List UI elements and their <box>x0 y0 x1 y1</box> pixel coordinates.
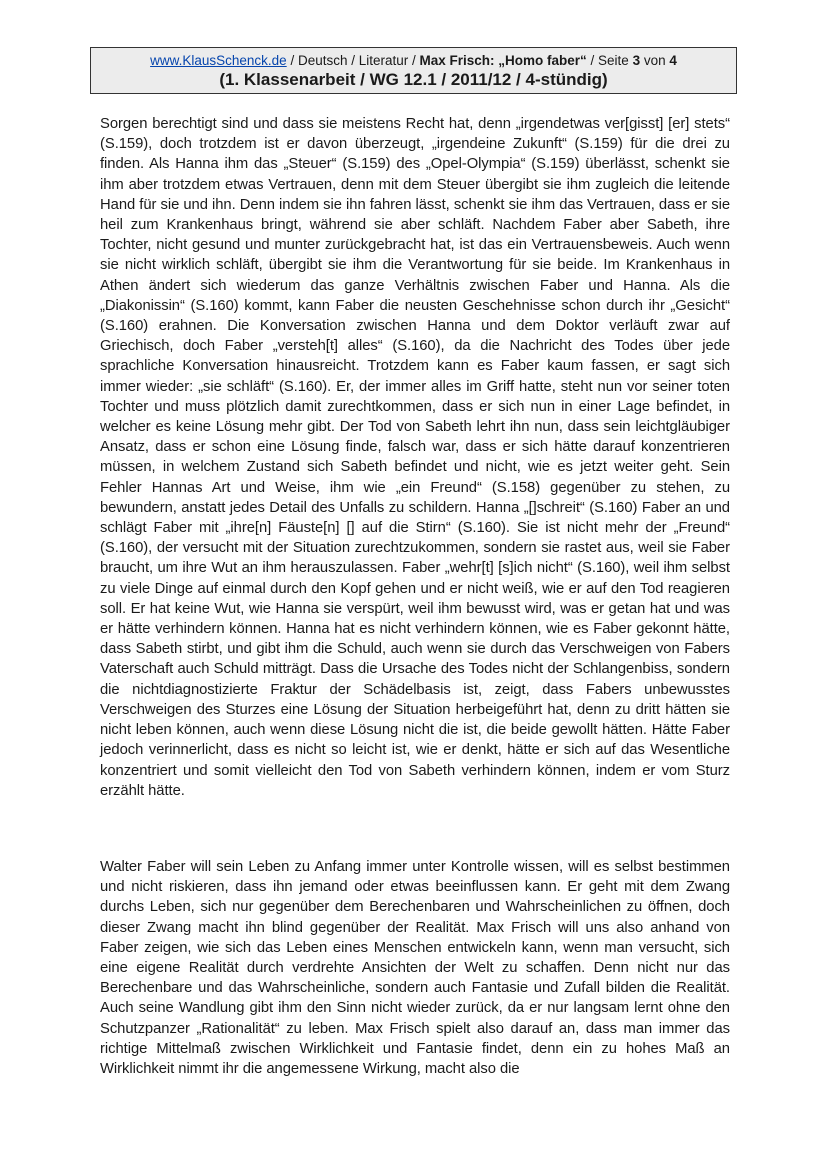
page-header <box>90 47 737 94</box>
page-total: 4 <box>669 53 677 68</box>
body-paragraph-2: Walter Faber will sein Leben zu Anfang immer unter Kontrolle wissen, will es selbst bestimmen und nicht riskieren, dass ihn jemand oder etwas beeinflussen kann. Er geht mit dem Zwang durchs Leben, sich nur gegenüber dem Berechenbaren und Wahrscheinlichen zu öffnen, doch dieser Zwang macht ihn blind gegenüber der Realität. Max Frisch will uns also anhand von Faber zeigen, wie sich das Leben eines Menschen entwickeln kann, wenn man versucht, sich eine eigene Realität durch verdrehte Ansichten der Welt zu schaffen. Denn nicht nur das Berechenbare und das Wahrscheinliche, sondern auch Fantasie und Zufall bilden die Realität. Auch seine Wandlung gibt ihm den Sinn nicht wieder zurück, da er nur langsam lernt ohne den Schutzpanzer „Rationalität“ zu leben. Max Frisch spielt also darauf an, dass man immer das richtige Mittelmaß zwischen Wirklichkeit und Fantasie findet, denn ein zu hohes Maß an Wirklichkeit nimmt ihr die angemessene Wirkung, macht also die <box>100 859 730 1078</box>
book-title: Max Frisch: „Homo faber“ <box>419 53 587 68</box>
page-current: 3 <box>632 53 641 68</box>
header-subtitle: (1. Klassenarbeit / WG 12.1 / 2011/12 / 4-stündig) <box>219 70 608 89</box>
header-breadcrumb-line <box>91 52 736 69</box>
page-of: von <box>640 53 670 68</box>
page-prefix: / Seite <box>586 53 633 68</box>
site-link[interactable]: www.KlausSchenck.de <box>150 53 287 68</box>
body-paragraph-1: Sorgen berechtigt sind und dass sie meistens Recht hat, denn „irgendetwas ver[gisst] [er] stets“ (S.159), doch trotzdem ist er davon überzeugt, „irgendeine Zukunft“ (S.159) für die drei zu finden. Als Hanna ihm das „Steuer“ (S.159) des „Opel-Olympia“ (S.159) überlässt, schenkt sie ihm aber trotzdem etwas Vertrauen, denn mit dem Steuer übergibt sie ihm zugleich die leitende Hand für sie und ihn. Denn indem sie ihn fahren lässt, schenkt sie ihm das Vertrauen, dass er sie heil zum Krankenhaus bringt, während sie aber schläft. Nachdem Faber aber Sabeth, ihre Tochter, nicht gesund und munter zurückgebracht hat, ist das ein Vertrauensbeweis. Auch wenn sie nicht wirklich schläft, übergibt sie ihm die Verantwortung für sie beide. Im Krankenhaus in Athen ändert sich wiederum das ganze Verhältnis zwischen Faber und Hanna. Als die „Diakonissin“ (S.160) kommt, kann Faber die neusten Geschehnisse schon durch ihr „Gesicht“ (S.160) erahnen. Die Konversation zwischen Hanna und dem Doktor verläuft zwar auf Griechisch, doch Faber „versteh[t] alles“ (S.160), da die Nachricht des Todes über jede sprachliche Konversation hinausreicht. Trotzdem kann es Faber kaum fassen, er sagt sich immer wieder: „sie schläft“ (S.160). Er, der immer alles im Griff hatte, steht nun vor seiner toten Tochter und muss plötzlich damit zurechtkommen, dass er sich nun in einer Lage befindet, in welcher es keine Lösung mehr gibt. Der Tod von Sabeth lehrt ihn nun, dass sein leichtgläubiger Ansatz, dass er schon eine Lösung finde, falsch war, dass er sich hätte darauf konzentrieren müssen, in welchem Zustand sich Sabeth befindet und nicht, wie es jetzt weiter geht. Sein Fehler Hannas Art und Weise, ihm wie „ein Freund“ (S.158) gegenüber zu stehen, zu bewundern, anstatt jedes Detail des Unfalls zu schildern. Hanna „[]schreit“ (S.160) Faber an und schlägt Faber mit „ihre[n] Fäuste[n] [] auf die Stirn“ (S.160). Sie ist nicht mehr der „Freund“ (S.160), der versucht mit der Situation zurechtzukommen, sondern sie rastet aus, weil sie Faber braucht, um ihre Wut an ihm herauszulassen. Faber „wehr[t] [s]ich nicht“ (S.160), weil ihm selbst zu viele Dinge auf einmal durch den Kopf gehen und er nicht weiß, wie er auf den Tod reagieren soll. Er hat keine Wut, wie Hanna sie verspürt, weil ihm bewusst wird, was er getan hat und was er hätte verhindern können. Hanna hat es nicht verhindern können, wie es Faber gekonnt hätte, dass Sabeth stirbt, und gibt ihm die Schuld, auch wenn sie durch das Verschweigen von Fabers Vaterschaft auch Schuld mitträgt. Dass die Ursache des Todes nicht der Schlangenbiss, sondern die nichtdiagnostizierte Fraktur der Schädelbasis ist, zeigt, dass Fabers unbewusstes Verschweigen des Sturzes eine Lösung der Situation herbeigeführt hat, denn zu dritt hätten sie nicht leben können, auch wenn diese Lösung nicht die ist, die beide gewollt hätten. Hätte Faber jedoch verinnerlicht, dass es nicht so leicht ist, wie er denkt, hätte er sich auf das Wesentliche konzentriert und somit vielleicht den Tod von Sabeth verhindern können, indem er vom Sturz erzählt hätte. <box>100 116 730 799</box>
breadcrumb-path: / Deutsch / Literatur / <box>286 53 420 68</box>
